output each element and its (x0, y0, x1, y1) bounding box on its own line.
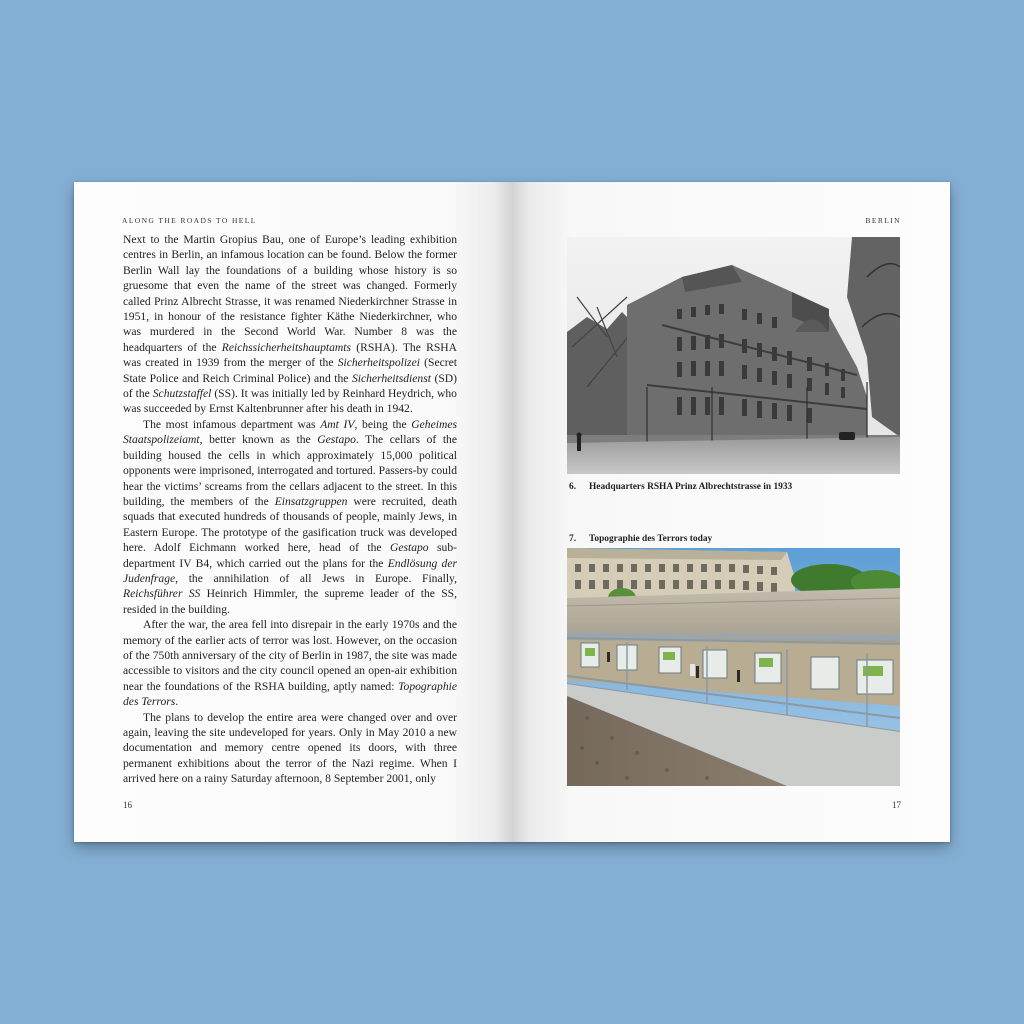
text-run: The plans to develop the entire area were changed over and over again, leaving the site undeveloped for years. Only in May 2010 a new documentation and memory centre opened its doors, with three permanent exhibitions about the terror of the Nazi regime. When I arrived here on a rainy Saturday afternoon, 8 September 2001, only (123, 710, 457, 786)
text-run: . The cellars of the building housed the cells in which approximately 15,000 political opponents were imprisoned, interrogated and tortured. Passers-by could hear the victims’ screams from the cellars adjacent to the street. In this building, the members of the (123, 433, 457, 508)
topographie-des-terrors-photo (567, 548, 900, 786)
open-book (74, 182, 950, 842)
text-run: (RSHA). The RSHA was created in 1939 from the merger of the (123, 340, 458, 370)
page-number-right: 17 (892, 800, 901, 810)
text-run: The most infamous department was (143, 417, 321, 431)
text-run: (SS). It was initially led by Reinhard Heydrich, who was succeeded by Ernst Kaltenbrunner after his death in 1942. (123, 387, 457, 416)
running-head-left: ALONG THE ROADS TO HELL (122, 216, 257, 225)
italic-term: Sicherheitsdienst (351, 371, 431, 385)
running-head-right: BERLIN (865, 216, 901, 225)
body-paragraph (123, 232, 457, 417)
body-paragraph (123, 617, 457, 709)
text-run: . (175, 695, 179, 709)
body-text (123, 232, 457, 787)
text-run: , better known as the (199, 433, 318, 447)
figure-caption-text-7: Topographie des Terrors today (589, 534, 713, 544)
text-run: Next to the Martin Gropius Bau, one of Europe’s leading exhibition centres in Berlin, an infamous location can be found. Below the former Berlin Wall lay the foundations of a building whose history is so gruesome that even the name of the street was changed. Formerly called Prinz Albrecht Strasse, it was renamed Niederkirchner Strasse in 1951, in honour of the resistance fighter Käthe Niederkirchner, who was murdered in the Second World War. Number 8 was the headquarters of the (123, 233, 457, 354)
rsha-headquarters-photo (567, 237, 900, 474)
italic-term: Reichssicherheitshauptamts (221, 340, 352, 354)
text-run: Heinrich Himmler, the supreme leader of the SS, resided in the building. (123, 587, 457, 616)
italic-term: Sicherheitspolizei (337, 356, 420, 370)
page-number-left: 16 (123, 800, 132, 810)
text-run: (Secret State Police and Reich Criminal Police) and the (123, 356, 457, 385)
text-run: sub-department IV B4, which carried out the plans for the (123, 541, 457, 570)
body-paragraph (123, 417, 457, 617)
text-run: were recruited, death squads that executed hundreds of thousands of people, mainly Jews, in Eastern Europe. The prototype of the gasification truck was developed here. Adolf Eichmann worked here, head of the (123, 494, 457, 555)
text-run: After the war, the area fell into disrepair in the early 1970s and the memory of the earlier acts of terror was lost. However, on the occasion of the 750th anniversary of the city of Berlin in 1987, the site was made accessible to visitors and the city council opened an open-air exhibition near the foundations of the RSHA building, aptly named: (123, 618, 457, 693)
right-page (512, 182, 950, 842)
italic-term: Schutzstaffel (152, 387, 212, 401)
figure-number-6: 6. (569, 482, 577, 492)
italic-term: Amt IV (320, 417, 355, 431)
italic-term: Gestapo (317, 433, 356, 447)
left-page (74, 182, 512, 842)
italic-term: Reichsführer SS (123, 587, 201, 601)
figure-caption-text-6: Headquarters RSHA Prinz Albrechtstrasse in 1933 (589, 482, 793, 492)
figure-caption-7 (569, 534, 712, 544)
italic-term: Endlösung der Judenfrage (123, 556, 457, 585)
italic-term: Topographie des Terrors (123, 679, 457, 709)
text-run: (SD) of the (123, 371, 457, 401)
italic-term: Gestapo (389, 541, 429, 555)
figure-caption-6 (569, 482, 792, 492)
italic-term: Einsatzgruppen (274, 494, 348, 508)
text-run: , the annihilation of all Jews in Europe. Finally, (175, 571, 457, 585)
body-paragraph (123, 710, 457, 787)
italic-term: Geheimes Staatspolizeiamt (123, 417, 457, 447)
figure-number-7: 7. (569, 534, 577, 544)
text-run: , being the (354, 417, 412, 431)
